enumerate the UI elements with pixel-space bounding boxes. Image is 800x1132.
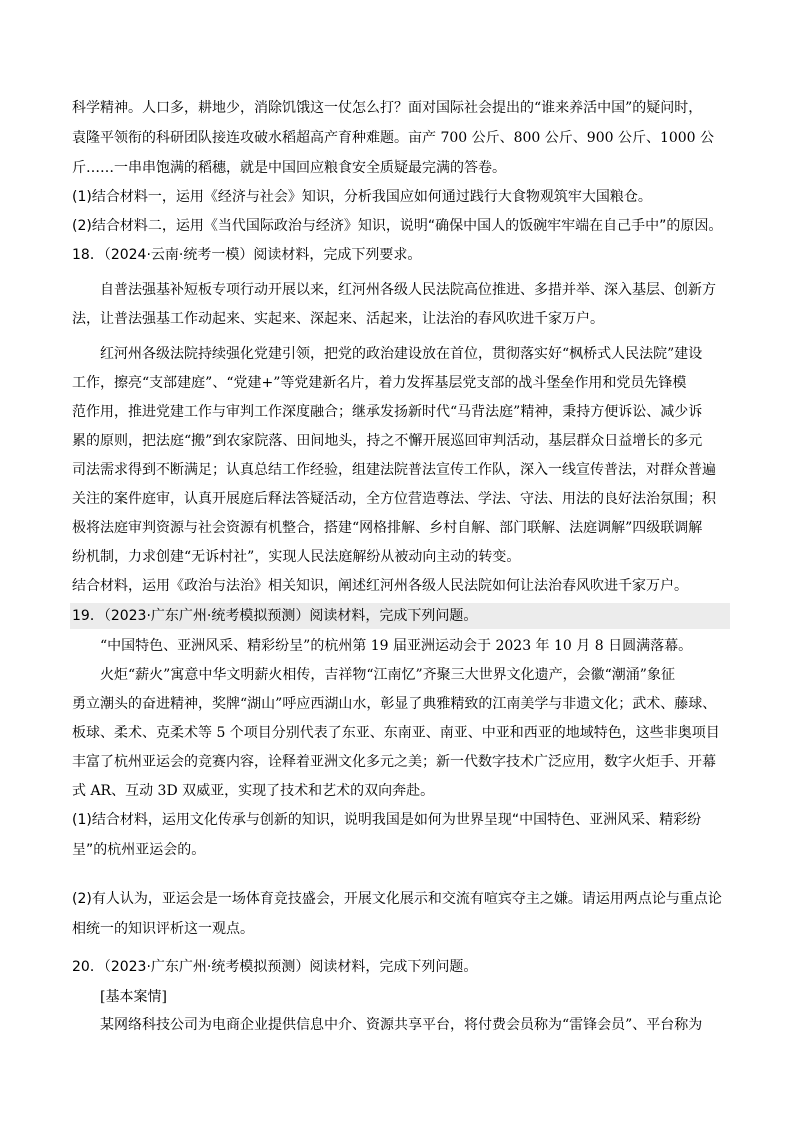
intro-line-2: 袁隆平领衔的科研团队接连攻破水稻超高产育种难题。亩产 700 公斤、800 公斤、900 公斤、1000 公 — [72, 130, 715, 146]
q18-paragraph-2-line-2: 工作，擦亮“支部建庭”、“党建+”等党建新名片，着力发挥基层党支部的战斗堡垒作用和党员先锋模 — [72, 375, 687, 391]
q19-paragraph-2-line-4: 丰富了杭州亚运会的竞赛内容，诠释着亚洲文化多元之美；新一代数字技术广泛应用，数字火炬手、开幕 — [72, 754, 716, 770]
q18-paragraph-2-line-8: 纷机制，力求创建“无诉村社”，实现人民法庭解纷从被动向主动的转变。 — [72, 549, 521, 565]
q18-header: 18．（2024·云南·统考一模）阅读材料，完成下列要求。 — [72, 247, 422, 263]
q20-paragraph-1-line-1: 某网络科技公司为电商企业提供信息中介、资源共享平台，将付费会员称为“雷锋会员”、平台称为 — [100, 1017, 703, 1033]
q19-paragraph-2-line-5: 式 AR、互动 3D 双威亚，实现了技术和艺术的双向奔赴。 — [72, 783, 435, 799]
q20-header: 20．（2023·广东广州·统考模拟预测）阅读材料，完成下列问题。 — [72, 959, 478, 975]
q19-paragraph-2-line-3: 板球、柔术、克柔术等 5 个项目分别代表了东亚、东南亚、南亚、中亚和西亚的地域特色，这些非奥项目 — [72, 725, 720, 741]
q18-paragraph-1-line-2: 法，让普法强基工作动起来、实起来、深起来、活起来，让法治的春风吹进千家万户。 — [72, 311, 604, 327]
q19-header: 19．（2023·广东广州·统考模拟预测）阅读材料，完成下列问题。 — [0, 603, 800, 629]
q18-paragraph-2-line-3: 范作用，推进党建工作与审判工作深度融合；继承发扬新时代“马背法庭”精神，秉持方便诉讼、减少诉 — [72, 404, 703, 420]
intro-line-1: 科学精神。人口多，耕地少，消除饥饿这一仗怎么打？面对国际社会提出的“谁来养活中国”的疑问时， — [72, 100, 703, 116]
q19-paragraph-1: “中国特色、亚洲风采、精彩纷呈”的杭州第 19 届亚洲运动会于 2023 年 10 月 8 日圆满落幕。 — [100, 638, 693, 654]
q19-paragraph-2-line-1: 火炬“薪火”寓意中华文明薪火相传，吉祥物“江南忆”齐聚三大世界文化遗产，会徽“潮涌”象征 — [100, 667, 675, 683]
q20-section-label: [基本案情] — [100, 989, 167, 1005]
q18-paragraph-1-line-1: 自普法强基补短板专项行动开展以来，红河州各级人民法院高位推进、多措并举、深入基层、创新方 — [100, 282, 716, 298]
q18-paragraph-2-line-6: 关注的案件庭审，认真开展庭后释法答疑活动，全方位营造尊法、学法、守法、用法的良好法治氛围；积 — [72, 491, 716, 507]
intro-line-3: 斤……一串串饱满的稻穗，就是中国回应粮食安全质疑最完满的答卷。 — [72, 160, 506, 176]
q19-subquestion-1-line-1: (1)结合材料，运用文化传承与创新的知识，说明我国是如何为世界呈现“中国特色、亚洲风采、精彩纷 — [72, 812, 702, 828]
q19-subquestion-1-line-2: 呈”的杭州亚运会的。 — [72, 842, 206, 858]
q18-question: 结合材料，运用《政治与法治》相关知识，阐述红河州各级人民法院如何让法治春风吹进千家万户。 — [72, 578, 688, 594]
q18-paragraph-2-line-5: 司法需求得到不断满足；认真总结工作经验，组建法院普法宣传工作队，深入一线宣传普法，对群众普遍 — [72, 462, 716, 478]
q17-subquestion-1: (1)结合材料一，运用《经济与社会》知识，分析我国应如何通过践行大食物观筑牢大国粮仓。 — [72, 189, 652, 205]
q19-paragraph-2-line-2: 勇立潮头的奋进精神，奖牌“湖山”呼应西湖山水，彰显了典雅精致的江南美学与非遗文化；武术、藤球、 — [72, 696, 717, 712]
q18-paragraph-2-line-7: 极将法庭审判资源与社会资源有机整合，搭建“网格排解、乡村自解、部门联解、法庭调解”四级联调解 — [72, 520, 703, 536]
q17-subquestion-2: (2)结合材料二，运用《当代国际政治与经济》知识，说明“确保中国人的饭碗牢牢端在自己手中”的原因。 — [72, 218, 723, 234]
q19-subquestion-2-line-2: 相统一的知识评析这一观点。 — [72, 921, 254, 937]
q18-paragraph-2-line-1: 红河州各级法院持续强化党建引领，把党的政治建设放在首位，贯彻落实好“枫桥式人民法院”建设 — [100, 346, 703, 362]
q18-paragraph-2-line-4: 累的原则，把法庭“搬”到农家院落、田间地头，持之不懈开展巡回审判活动，基层群众日益增长的多元 — [72, 433, 703, 449]
q19-subquestion-2-line-1: (2)有人认为，亚运会是一场体育竞技盛会，开展文化展示和交流有喧宾夺主之嫌。请运用两点论与重点论 — [72, 891, 722, 907]
